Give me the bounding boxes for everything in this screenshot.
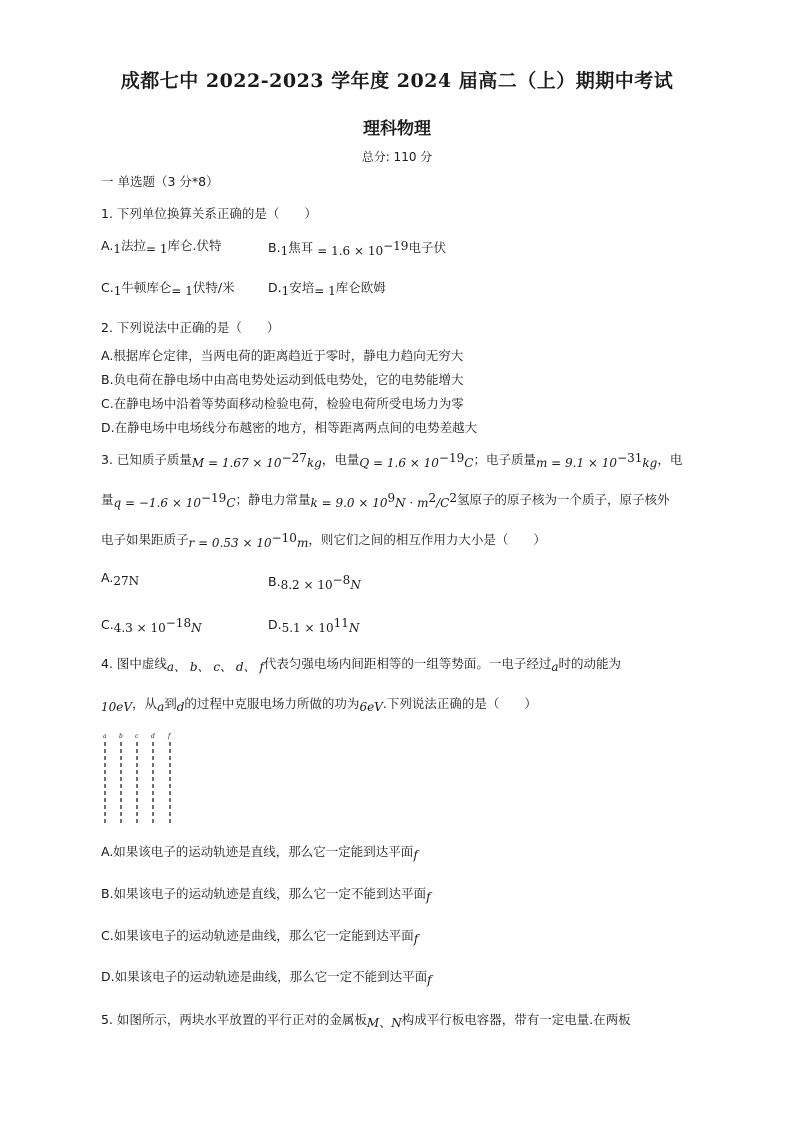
- figure-label-b: b: [119, 733, 123, 740]
- section-heading: 一 单选题（3 分*8）: [101, 174, 219, 189]
- figure-label-f: f: [168, 733, 171, 740]
- q3-option-b: $B.8.2 \times 10^{-8}N$: [268, 573, 361, 593]
- q4-option-b: B.如果该电子的运动轨迹是直线，那么它一定不能到达平面f: [101, 886, 431, 904]
- q2-option-d: D.在静电场中电场线分布越密的地方，相等距离两点间的电势差越大: [101, 420, 478, 435]
- q3-line-2: 量$q = -1.6 \times 10^{-19}C$；静电力常量$k = 9.0 \times 10^9N \cdot m^2/C^2$氢原子的原子核为一个质子，原子核外: [101, 491, 670, 511]
- q3-line-3: 电子如果距质子$r = 0.53 \times 10^{-10}m$，则它们之间的相互作用力大小是（ ）: [101, 531, 546, 551]
- q2-option-b: B.负电荷在静电场中由高电势处运动到低电势处，它的电势能增大: [101, 372, 464, 387]
- q3-option-c: $C.4.3 \times 10^{-18}N$: [101, 616, 202, 636]
- q2-option-a: A.根据库仑定律，当两电荷的距离趋近于零时，静电力趋向无穷大: [101, 348, 464, 363]
- total-score: 总分: 110 分: [361, 150, 433, 164]
- figure-label-c: c: [135, 733, 139, 740]
- q2-stem: 2. 下列说法中正确的是（ ）: [101, 320, 280, 335]
- equipotential-figure: [100, 730, 190, 830]
- q1-option-c: C.1牛顿库仑= 1伏特/米: [101, 280, 235, 298]
- q3-line-1: 3. 已知质子质量$M = 1.67 \times 10^{-27}kg$，电量$Q = 1.6 \times 10^{-19}C$；电子质量$m = 9.1 \times 10^{-31}kg$，电: [101, 451, 683, 471]
- q1-option-a: A.1法拉= 1库仑.伏特: [101, 238, 222, 256]
- q4-option-a: A.如果该电子的运动轨迹是直线，那么它一定能到达平面f: [101, 844, 418, 862]
- q4-line-1: 4. 图中虚线a、 b、 c、 d、 f代表匀强电场内间距相等的一组等势面。一电子经过a时的动能为: [101, 656, 622, 674]
- q3-option-d: $D.5.1 \times 10^{11}N$: [268, 616, 360, 636]
- q1-option-b: B.1焦耳 = $1.6 \times 10^{-19}$电子伏: [268, 239, 446, 259]
- exam-title: 成都七中 2022-2023 学年度 2024 届高二（上）期期中考试: [120, 70, 674, 92]
- q4-option-c: C.如果该电子的运动轨迹是曲线，那么它一定能到达平面f: [101, 928, 419, 946]
- q2-option-c: C.在静电场中沿着等势面移动检验电荷，检验电荷所受电场力为零: [101, 396, 464, 411]
- q5-line-1: 5. 如图所示，两块水平放置的平行正对的金属板M、N构成平行板电容器，带有一定电量.在两板: [101, 1012, 631, 1030]
- q1-stem: 1. 下列单位换算关系正确的是（ ）: [101, 206, 317, 221]
- q4-line-2: 10eV，从a到d的过程中克服电场力所做的功为6eV.下列说法正确的是（ ）: [101, 696, 537, 714]
- q1-option-d: D.1安培= 1库仑欧姆: [268, 280, 386, 298]
- figure-label-d: d: [151, 733, 155, 740]
- q3-option-a: A.27N: [101, 570, 140, 588]
- q4-option-d: D.如果该电子的运动轨迹是曲线，那么它一定不能到达平面f: [101, 969, 432, 987]
- exam-subtitle: 理科物理: [363, 119, 431, 139]
- figure-label-a: a: [103, 733, 107, 740]
